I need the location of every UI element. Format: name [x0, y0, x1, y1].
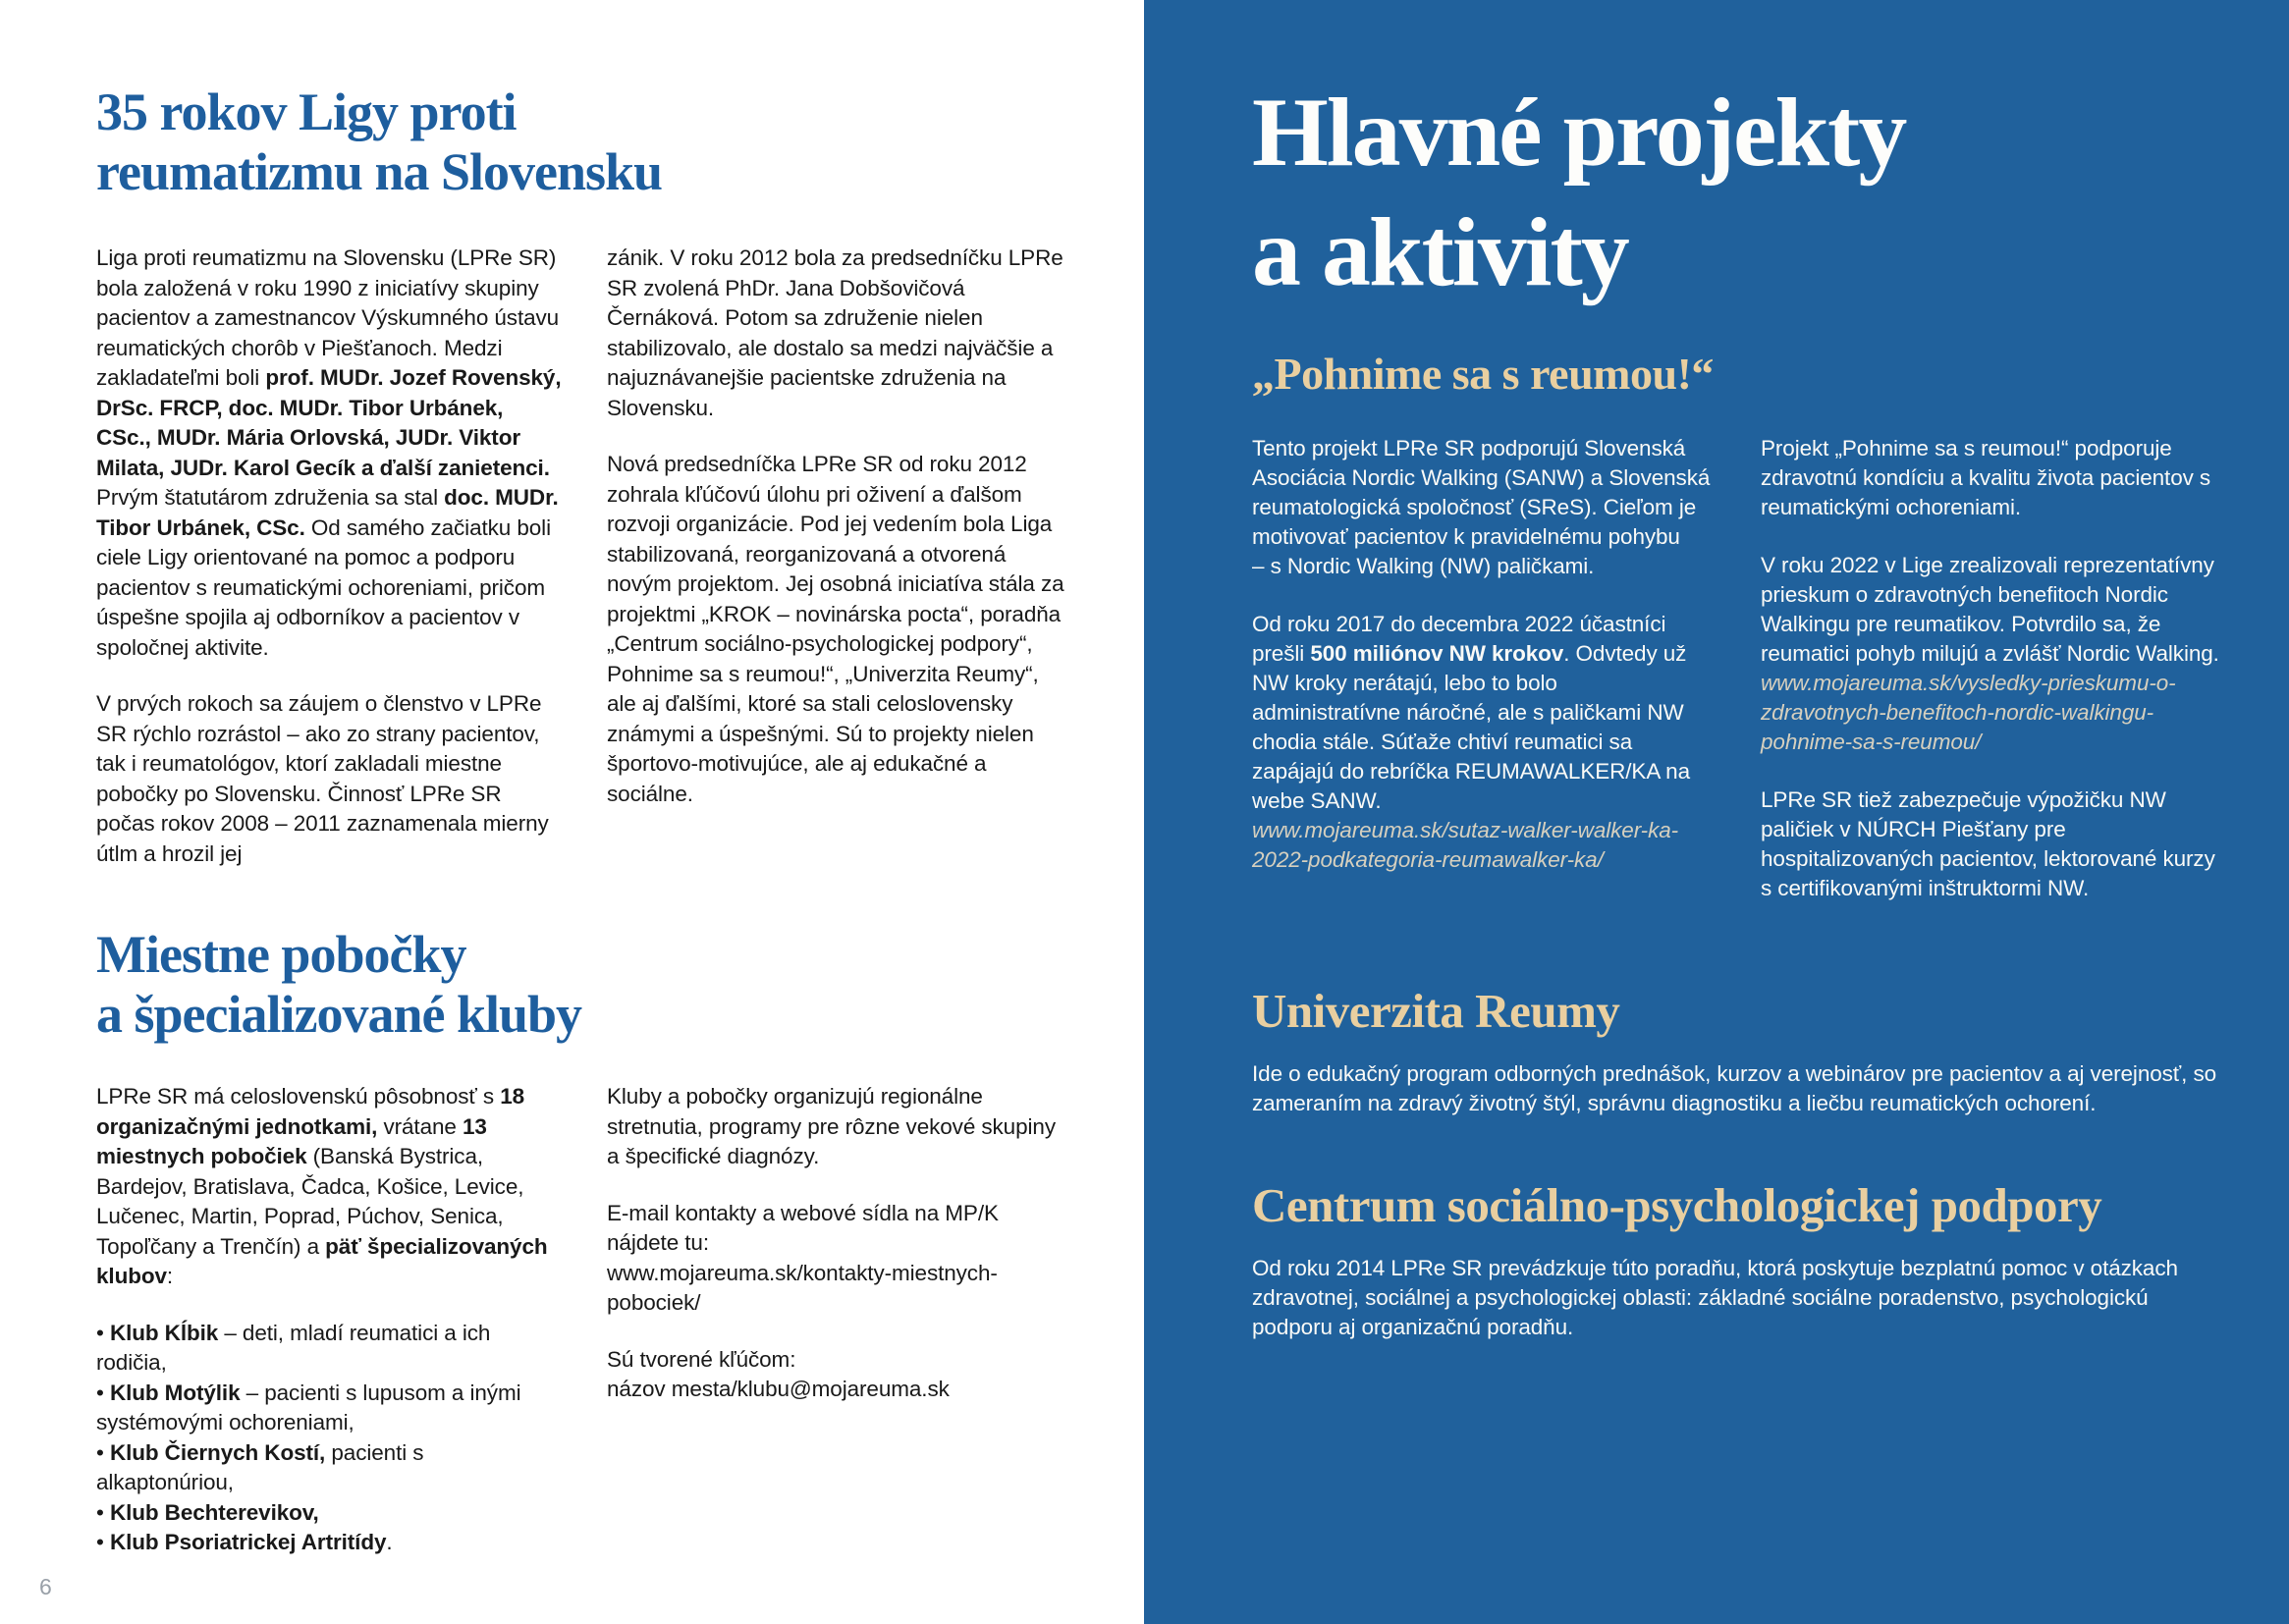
paragraph-org-structure: LPRe SR má celoslovenskú pôsobnosť s 18 organizačnými jednotkami, vrátane 13 miestnych pobočiek (Banská Bystrica, Bardejov, Bratislava, Čadca, Košice, Levice, Lučenec, Martin, Poprad, Púchov, Senica, Topoľčany a Trenčín) a päť špecializovaných klubov: [96, 1084, 548, 1288]
paragraph-centrum-desc: Od roku 2014 LPRe SR prevádzkuje túto poradňu, ktorá poskytuje bezplatnú pomoc v otázkach zdravotnej, sociálnej a psychologickej oblasti: základné sociálne poradenstvo, psychologickú podporu aj organizačnú poradňu. [1252, 1256, 2178, 1339]
heading-centrum-podpory: Centrum sociálno-psychologickej podpory [1252, 1178, 2102, 1232]
paragraph-univerzita-desc: Ide o edukačný program odborných prednášok, kurzov a webinárov pre pacientov a aj verejnosť, so zameraním na zdravý životný štýl, správnu diagnostiku a liečbu reumatických ochorení. [1252, 1061, 2217, 1115]
paragraph-tento-projekt: Tento projekt LPRe SR podporujú Slovenská Asociácia Nordic Walking (SANW) a Slovenská reumatologická spoločnosť (SReS). Cieľom je motivovať pacientov k pravidelnému pohybu – s Nordic Walking (NW) paličkami. [1252, 436, 1711, 578]
title-line: a aktivity [1252, 197, 1628, 306]
paragraph-zanik-2012: zánik. V roku 2012 bola za predsedníčku LPRe SR zvolená PhDr. Jana Dobšovičová Černáková. Potom sa združenie nielen stabilizovalo, ale dostalo sa medzi najväčšie a najuznávanejšie pacientske združenia na Slovensku. [607, 245, 1063, 420]
paragraph-membership-growth: V prvých rokoch sa záujem o členstvo v LPRe SR rýchlo rozrástol – ako zo strany pacientov, tak i reumatológov, ktorí zakladali miestne pobočky po Slovensku. Činnosť LPRe SR počas rokov 2008 – 2011 zaznamenala mierny útlm a hrozil jej [96, 691, 549, 866]
paragraph-prieskum-2022: V roku 2022 v Lige zrealizovali reprezentatívny prieskum o zdravotných benefitoch Nordic Walkingu pre reumatikov. Potvrdilo sa, že reumatici pohyb milujú a zvlášť Nordic Walking. www.mojareuma.sk/vysledky-prieskumu-o-zdravotnych-benefitoch-nordic-walkingu-pohnime-sa-s-reumou/ [1761, 553, 2219, 754]
left-page [0, 0, 1144, 1624]
paragraph-projekt-podporuje: Projekt „Pohnime sa s reumou!“ podporuje zdravotnú kondíciu a kvalitu života pacientov s reumatickými ochoreniami. [1761, 436, 2211, 519]
title-line: 35 rokov Ligy proti [96, 82, 517, 141]
title-miestne-pobocky [96, 925, 1075, 1045]
title-hlavne-projekty [1252, 73, 2220, 312]
project-columns [1252, 434, 2220, 932]
paragraph-liga-history: Liga proti reumatizmu na Slovensku (LPRe SR) bola založená v roku 1990 z iniciatívy skupiny pacientov a zamestnancov Výskumného ústavu reumatických chorôb v Piešťanoch. Medzi zakladateľmi boli prof. MUDr. Jozef Rovenský, DrSc. FRCP, doc. MUDr. Tibor Urbánek, CSc., MUDr. Mária Orlovská, JUDr. Viktor Milata, JUDr. Karol Gecík a ďalší zanietenci. Prvým štatutárom združenia sa stal doc. MUDr. Tibor Urbánek, CSc. Od samého začiatku boli ciele Ligy orientované na pomoc a podporu pacientov s reumatickými ochoreniami, pričom úspešne spojila aj odborníkov a pacientov v spoločnej aktivite. [96, 245, 562, 660]
paragraph-vypozicka-palic: LPRe SR tiež zabezpečuje výpožičku NW paličiek v NÚRCH Piešťany pre hospitalizovaných pacientov, lektorované kurzy s certifikovanými inštruktormi NW. [1761, 787, 2215, 900]
paragraph-kluby-stretnutia: Kluby a pobočky organizujú regionálne stretnutia, programy pre rôzne vekové skupiny a špecifické diagnózy. [607, 1084, 1056, 1168]
branches-columns [96, 1082, 1075, 1558]
clubs-list [96, 1319, 562, 1558]
title-line: reumatizmu na Slovensku [96, 142, 663, 201]
paragraph-nova-predsednicka: Nová predsedníčka LPRe SR od roku 2012 zohrala kľúčovú úlohu pri oživení a ďalšom rozvoji organizácie. Pod jej vedením bola Liga stabilizovaná, reorganizovaná a otvorená novým projektom. Jej osobná iniciatíva stála za projektmi „KROK – novinárska pocta“, poradňa „Centrum sociálno-psychologickej podpory“, Pohnime sa s reumou!“, „Univerzita Reumy“, ale aj ďalšími, ktoré sa stali celoslovensky známymi a úspešnými. Sú to projekty nielen športovo-motivujúce, ale aj edukačné a sociálne. [607, 452, 1064, 806]
history-column-1 [96, 244, 562, 895]
project-column-2 [1761, 434, 2220, 932]
title-line: Miestne pobočky [96, 925, 466, 984]
heading-univerzita-reumy: Univerzita Reumy [1252, 984, 1620, 1038]
bullet-klub-ciernych-kosti: • Klub Čiernych Kostí, pacienti s alkaptonúriou, [96, 1439, 424, 1494]
history-column-2 [607, 244, 1072, 895]
paragraph-nazov-klucom: Sú tvorené kľúčom: názov mesta/klubu@mojareuma.sk [607, 1346, 950, 1401]
paragraph-od-roku-2017: Od roku 2017 do decembra 2022 účastníci prešli 500 miliónov NW krokov. Odvtedy už NW kroky nerátajú, lebo to bolo administratívne náročné, ale s paličkami NW chodia stále. Súťaže chtiví reumatici sa zapájajú do rebríčka REUMAWALKER/KA na webe SANW. www.mojareuma.sk/sutaz-walker-walker-ka-2022-podkategoria-reumawalker-ka/ [1252, 612, 1690, 872]
branches-column-1 [96, 1082, 562, 1558]
history-columns [96, 244, 1075, 895]
branches-column-2 [607, 1082, 1072, 1558]
bullet-klub-motylik: • Klub Motýlik – pacienti s lupusom a inými systémovými ochoreniami, [96, 1380, 521, 1435]
title-line: Hlavné projekty [1252, 78, 1906, 187]
bullet-klub-klbik: • Klub Kĺbik – deti, mladí reumatici a ich rodičia, [96, 1320, 491, 1375]
bullet-klub-psoriatrickej-artritidy: • Klub Psoriatrickej Artritídy. [96, 1530, 393, 1554]
heading-pohnime-sa-s-reumou: „Pohnime sa s reumou!“ [1252, 349, 1714, 399]
title-line: a špecializované kluby [96, 985, 582, 1044]
right-panel [1144, 0, 2289, 1624]
bullet-klub-bechterevikov: • Klub Bechterevikov, [96, 1499, 319, 1525]
page-number: 6 [39, 1574, 52, 1599]
project-column-1 [1252, 434, 1712, 932]
title-35-rokov-ligy [96, 82, 1075, 202]
paragraph-email-kontakty: E-mail kontakty a webové sídla na MP/K nájdete tu: www.mojareuma.sk/kontakty-miestnych-pobociek/ [607, 1200, 999, 1315]
